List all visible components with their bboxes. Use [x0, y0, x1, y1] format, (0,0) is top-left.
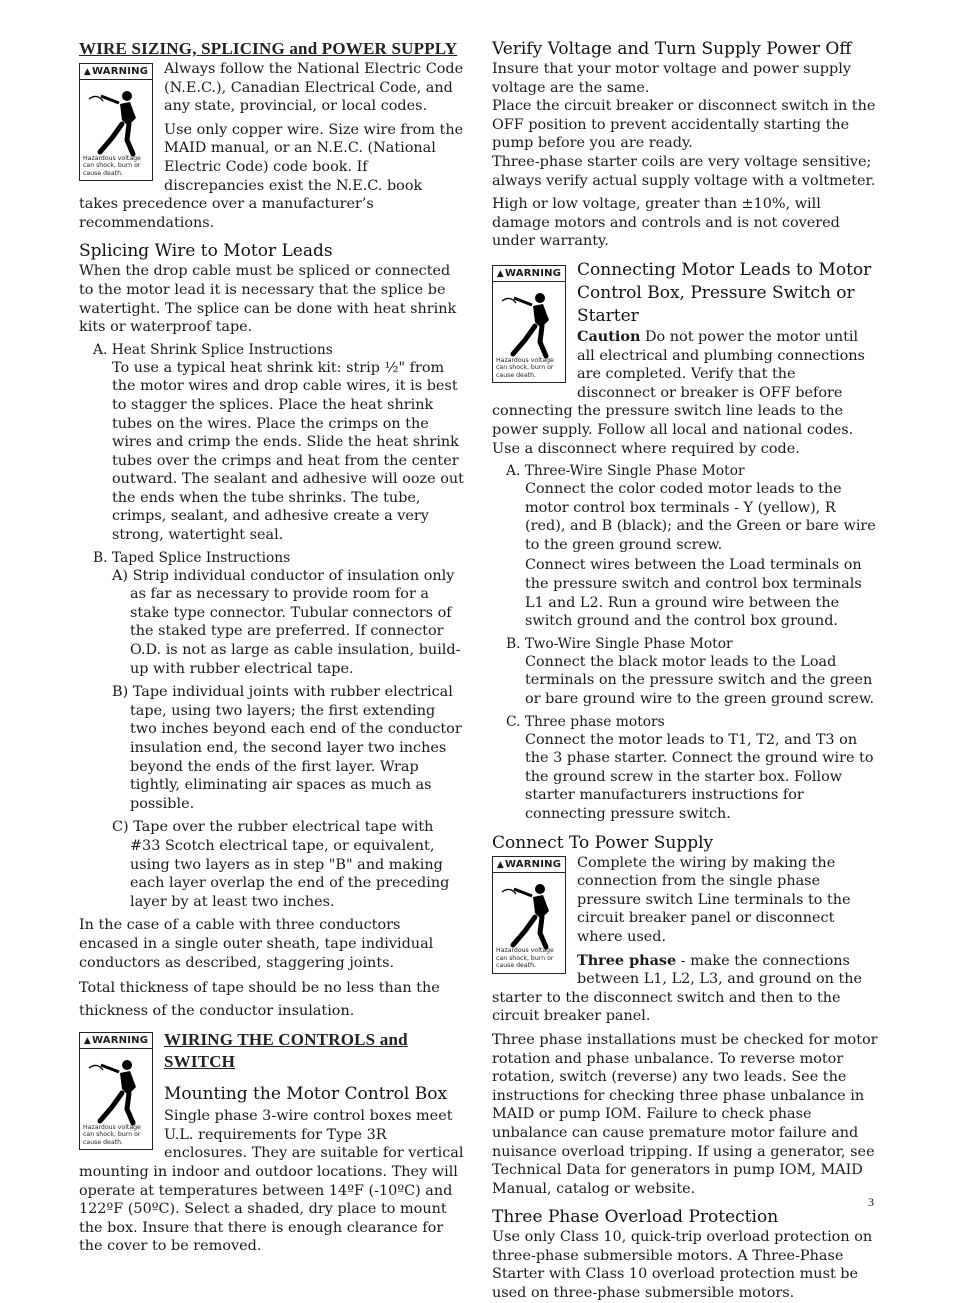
list-item: B) Tape individual joints with rubber electrical tape, using two layers; the first extending two inches beyond each end of the conductor insulation end, the second layer two inches beyond the ends of the first layer. Wrap tightly, eliminating air spaces as much as possible.	[112, 684, 462, 812]
subheading-three-phase: C. Three phase motors	[506, 713, 665, 730]
warning-caption: Hazardous voltage can shock, burn or cause death.	[496, 356, 554, 379]
heading-connecting-leads: Connecting Motor Leads to Motor Control Box, Pressure Switch or Starter	[577, 259, 872, 326]
warning-caption: Hazardous voltage can shock, burn or cause death.	[83, 154, 141, 177]
warning-caption: Hazardous voltage can shock, burn or cause death.	[83, 1123, 141, 1146]
paragraph: Use only copper wire. Size wire from the MAID manual, or an N.E.C. (National Electric Code) code book. If discrepancies exist the N.E.C. book takes precedence over a manufacturer’s recommendations.	[79, 121, 464, 231]
electric-shock-icon	[87, 84, 147, 159]
warning-label: WARNING	[92, 1035, 149, 1047]
heading-splicing: Splicing Wire to Motor Leads	[79, 241, 333, 262]
heading-verify-voltage: Verify Voltage and Turn Supply Power Off	[492, 39, 852, 59]
paragraph: Total thickness of tape should be no less than the thickness of the conductor insulation.	[79, 980, 440, 1020]
paragraph: Use only Class 10, quick-trip overload protection on three-phase submersible motors. A Three-Phase Starter with Class 10 overload protection must be used on three-phase submersible motors.	[492, 1229, 873, 1302]
caution-paragraph: Caution Do not power the motor until all electrical and plumbing connections are completed. Verify that the disconnect or breaker is OFF before connecting the pressure switch line leads to the power supply. Follow all local and national codes. Use a disconnect where required by code.	[492, 327, 865, 457]
warning-box	[492, 856, 566, 974]
paragraph: When the drop cable must be spliced or connected to the motor lead it is necessary that the splice be watertight. The splice can be done with heat shrink kits or waterproof tape.	[79, 263, 457, 336]
three-phase-label: Three phase	[577, 951, 677, 969]
warning-label: WARNING	[92, 66, 149, 77]
heading-overload: Three Phase Overload Protection	[492, 1207, 779, 1228]
paragraph: Connect wires between the Load terminals on the pressure switch and control box terminals L1 and L2. Run a ground wire between the switch ground and the control box ground.	[525, 557, 862, 630]
warning-label: WARNING	[505, 858, 562, 870]
subheading-heat-shrink: A. Heat Shrink Splice Instructions	[93, 341, 333, 358]
paragraph: Connect the black motor leads to the Load terminals on the pressure switch and the green or bare ground wire to the green ground screw.	[525, 653, 875, 708]
paragraph: Connect the color coded motor leads to the motor control box terminals - Y (yellow), R (red), and B (black); and the Green or bare wire to the green ground screw.	[525, 481, 876, 553]
warning-caption: Hazardous voltage can shock, burn or cause death.	[496, 947, 554, 970]
paragraph: Three-phase starter coils are very voltage sensitive; always verify actual supply voltage with a voltmeter.	[492, 153, 876, 189]
left-column	[79, 38, 464, 1256]
paragraph: To use a typical heat shrink kit: strip ½" from the motor wires and drop cable wires, it is best to stagger the splices. Place the heat shrink tubes on the wires. Place the crimps on the wires and crimp the ends. Slide the heat shrink tubes over the crimps and heat from the center outward. The sealant and adhesive will ooze out the ends when the tube shrinks. The tube, crimps, sealant, and adhesive create a very strong, watertight seal.	[112, 359, 464, 544]
warning-label: WARNING	[505, 267, 562, 279]
warning-box	[79, 63, 153, 181]
section-title-wiring-controls: WIRING THE CONTROLS and SWITCH	[164, 1030, 408, 1072]
right-column	[492, 38, 878, 1303]
paragraph: Insure that your motor voltage and power supply voltage are the same.	[492, 61, 851, 96]
electric-shock-icon	[87, 1053, 147, 1128]
caution-label: Caution	[577, 327, 641, 345]
paragraph: Place the circuit breaker or disconnect switch in the OFF position to prevent accidentally starting the pump before you are ready.	[492, 98, 876, 152]
paragraph: Three phase installations must be checked for motor rotation and phase unbalance. To reverse motor rotation, switch (reverse) any two leads. See the instructions for checking three phase unbalance in MAID or pump IOM. Failure to check phase unbalance can cause premature motor failure and nuisance overload tripping. If using a generator, see Technical Data for generators in pump IOM, MAID Manual, catalog or website.	[492, 1031, 878, 1197]
paragraph: Single phase 3-wire control boxes meet U.L. requirements for Type 3R enclosures. They are suitable for vertical mounting in indoor and outdoor locations. They will operate at temperatures between 14ºF (-10ºC) and 122ºF (50ºC). Select a shaded, dry place to mount the box. Insure that there is enough clearance for the cover to be removed.	[79, 1108, 464, 1255]
heading-power-supply: Connect To Power Supply	[492, 832, 714, 853]
wiring-controls-section	[79, 1029, 464, 1256]
warning-box	[79, 1032, 153, 1150]
paragraph: High or low voltage, greater than ±10%, will damage motors and controls and is not covered under warranty.	[492, 196, 840, 250]
electric-shock-icon	[500, 286, 560, 361]
warning-triangle-icon: ▲	[496, 268, 505, 279]
warning-triangle-icon: ▲	[83, 1036, 92, 1047]
paragraph: Always follow the National Electric Code (N.E.C.), Canadian Electrical Code, and any state, provincial, or local codes.	[164, 61, 464, 115]
electric-shock-icon	[500, 877, 560, 952]
warning-box	[492, 265, 566, 383]
subheading-two-wire: B. Two-Wire Single Phase Motor	[506, 635, 733, 652]
paragraph: In the case of a cable with three conductors encased in a single outer sheath, tape individual conductors as described, staggering joints.	[79, 917, 434, 971]
page-number: 3	[868, 1195, 874, 1209]
subheading-three-wire: A. Three-Wire Single Phase Motor	[506, 463, 745, 480]
heading-mounting: Mounting the Motor Control Box	[164, 1084, 448, 1105]
connecting-section	[492, 259, 878, 458]
list-item: A) Strip individual conductor of insulation only as far as necessary to provide room for a stake type connector. Tubular connectors of the staked type are preferred. If connector O.D. is not as large as cable insulation, build-up with rubber electrical tape.	[112, 567, 461, 677]
warning-triangle-icon: ▲	[83, 67, 92, 77]
paragraph: Complete the wiring by making the connection from the single phase pressure switch Line terminals to the circuit breaker panel or disconnect where used.	[577, 854, 851, 945]
subheading-taped-splice: B. Taped Splice Instructions	[93, 549, 291, 566]
paragraph: Connect the motor leads to T1, T2, and T3 on the 3 phase starter. Connect the ground wire to the ground screw in the starter box. Follow starter manufacturers instructions for connecting pressure switch.	[525, 731, 874, 822]
list-item: C) Tape over the rubber electrical tape with #33 Scotch electrical tape, or equivalent, using two layers as in step "B" and making each layer overlap the end of the preceding layer by at least two inches.	[112, 819, 450, 910]
three-phase-paragraph: Three phase - make the connections between L1, L2, L3, and ground on the starter to the disconnect switch and then to the circuit breaker panel.	[492, 951, 863, 1025]
section-title-wire-sizing: WIRE SIZING, SPLICING and POWER SUPPLY	[79, 39, 458, 58]
warning-triangle-icon: ▲	[496, 859, 505, 870]
